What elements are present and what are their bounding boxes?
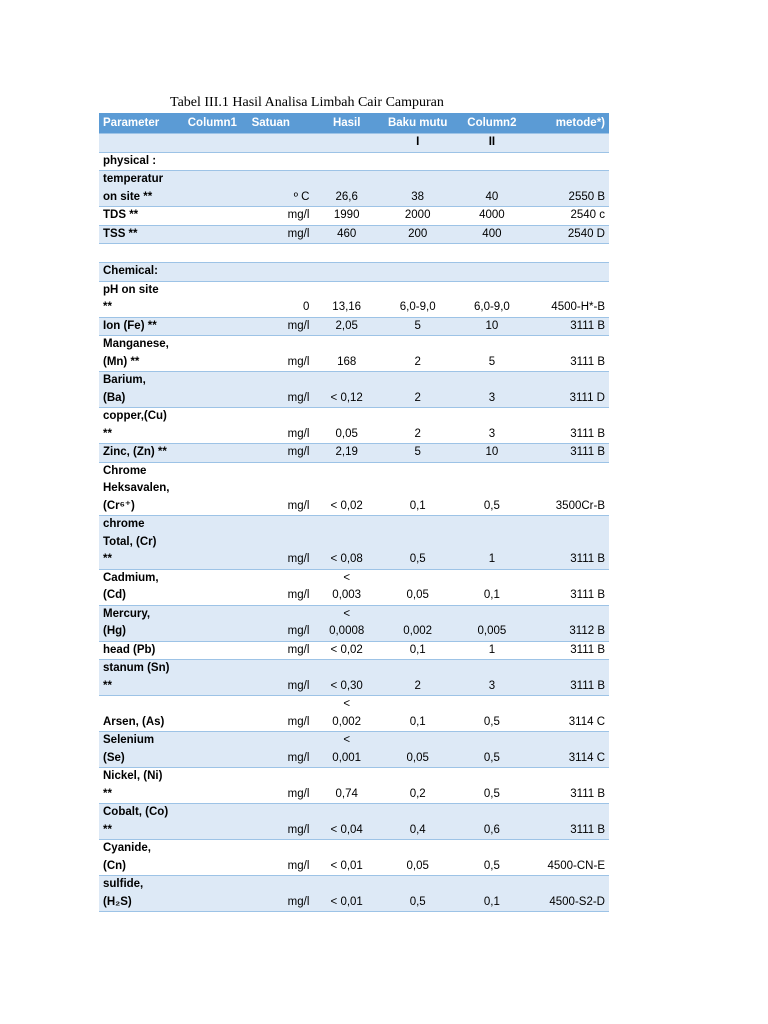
hasil-cell: 168: [313, 336, 380, 372]
column2-cell: 6,0-9,0: [455, 281, 528, 317]
column2-cell: 0,1: [455, 569, 528, 605]
satuan-cell: mg/l: [248, 516, 314, 570]
satuan-cell: mg/l: [248, 732, 314, 768]
subheader-cell: [99, 134, 184, 153]
subheader-cell: [184, 134, 248, 153]
satuan-cell: mg/l: [248, 372, 314, 408]
metode-cell: 3111 B: [528, 768, 609, 804]
hasil-cell: 0,74: [313, 768, 380, 804]
metode-cell: 3111 B: [528, 444, 609, 463]
header-baku-mutu: Baku mutu: [380, 113, 455, 134]
hasil-cell: 26,6: [313, 171, 380, 207]
parameter-cell: pH on site **: [99, 281, 184, 317]
satuan-cell: mg/l: [248, 462, 314, 516]
column2-cell: 3: [455, 660, 528, 696]
metode-cell: 2540 c: [528, 207, 609, 226]
column2-cell: 0,5: [455, 462, 528, 516]
column2-cell: [455, 244, 528, 263]
baku-mutu-cell: 5: [380, 444, 455, 463]
metode-cell: 3111 D: [528, 372, 609, 408]
satuan-cell: [248, 244, 314, 263]
metode-cell: 3111 B: [528, 569, 609, 605]
metode-cell: 3114 C: [528, 696, 609, 732]
metode-cell: 3111 B: [528, 641, 609, 660]
satuan-cell: mg/l: [248, 641, 314, 660]
column2-cell: 5: [455, 336, 528, 372]
parameter-cell: TDS **: [99, 207, 184, 226]
parameter-cell: TSS **: [99, 225, 184, 244]
table-row: [99, 408, 609, 444]
parameter-cell: Chrome Heksavalen, (Cr⁶⁺): [99, 462, 184, 516]
table-row: [99, 171, 609, 207]
hasil-cell: < 0,30: [313, 660, 380, 696]
satuan-cell: mg/l: [248, 876, 314, 912]
satuan-cell: [248, 263, 314, 282]
column1-cell: [184, 225, 248, 244]
parameter-cell: Cadmium, (Cd): [99, 569, 184, 605]
satuan-cell: [248, 152, 314, 171]
baku-mutu-cell: 2: [380, 372, 455, 408]
parameter-cell: Ion (Fe) **: [99, 317, 184, 336]
column2-cell: [455, 152, 528, 171]
baku-mutu-cell: 0,1: [380, 641, 455, 660]
table-row: [99, 732, 609, 768]
column2-cell: 10: [455, 317, 528, 336]
baku-mutu-cell: 0,4: [380, 804, 455, 840]
parameter-cell: chrome Total, (Cr) **: [99, 516, 184, 570]
satuan-cell: 0: [248, 281, 314, 317]
baku-mutu-cell: 0,5: [380, 516, 455, 570]
table-row: [99, 225, 609, 244]
satuan-cell: mg/l: [248, 605, 314, 641]
hasil-cell: < 0,04: [313, 804, 380, 840]
hasil-cell: 0,05: [313, 408, 380, 444]
satuan-cell: mg/l: [248, 336, 314, 372]
parameter-cell: Cobalt, (Co) **: [99, 804, 184, 840]
hasil-cell: < 0,001: [313, 732, 380, 768]
metode-cell: 3111 B: [528, 336, 609, 372]
column2-cell: 0,1: [455, 876, 528, 912]
parameter-cell: copper,(Cu) **: [99, 408, 184, 444]
parameter-cell: head (Pb): [99, 641, 184, 660]
hasil-cell: < 0,0008: [313, 605, 380, 641]
satuan-cell: mg/l: [248, 569, 314, 605]
hasil-cell: < 0,01: [313, 876, 380, 912]
baku-mutu-cell: [380, 244, 455, 263]
table-row: [99, 281, 609, 317]
parameter-cell: Mercury, (Hg): [99, 605, 184, 641]
table-row: [99, 516, 609, 570]
table-row: [99, 696, 609, 732]
satuan-cell: mg/l: [248, 225, 314, 244]
hasil-cell: 1990: [313, 207, 380, 226]
table-body: [99, 134, 609, 912]
baku-mutu-cell: 2000: [380, 207, 455, 226]
hasil-cell: [313, 263, 380, 282]
analysis-table: [99, 113, 609, 912]
table-row: [99, 263, 609, 282]
baku-mutu-cell: 2: [380, 660, 455, 696]
parameter-cell: sulfide, (H₂S): [99, 876, 184, 912]
metode-cell: 4500-S2-D: [528, 876, 609, 912]
column2-cell: 10: [455, 444, 528, 463]
table-row: [99, 605, 609, 641]
parameter-cell: Arsen, (As): [99, 696, 184, 732]
parameter-cell: Manganese, (Mn) **: [99, 336, 184, 372]
metode-cell: 2550 B: [528, 171, 609, 207]
parameter-cell: Nickel, (Ni) **: [99, 768, 184, 804]
satuan-cell: mg/l: [248, 317, 314, 336]
metode-cell: 3111 B: [528, 804, 609, 840]
baku-mutu-cell: [380, 152, 455, 171]
column2-cell: 0,5: [455, 732, 528, 768]
hasil-cell: [313, 152, 380, 171]
satuan-cell: mg/l: [248, 408, 314, 444]
baku-mutu-cell: 200: [380, 225, 455, 244]
column1-cell: [184, 569, 248, 605]
metode-cell: 3111 B: [528, 317, 609, 336]
hasil-cell: < 0,12: [313, 372, 380, 408]
hasil-cell: < 0,02: [313, 641, 380, 660]
column1-cell: [184, 207, 248, 226]
baku-mutu-cell: 0,5: [380, 876, 455, 912]
column1-cell: [184, 281, 248, 317]
table-row: [99, 462, 609, 516]
column1-cell: [184, 336, 248, 372]
baku-mutu-cell: 0,2: [380, 768, 455, 804]
metode-cell: 3114 C: [528, 732, 609, 768]
column1-cell: [184, 840, 248, 876]
baku-mutu-cell: 0,1: [380, 696, 455, 732]
baku-mutu-cell: 2: [380, 336, 455, 372]
column1-cell: [184, 171, 248, 207]
satuan-cell: mg/l: [248, 444, 314, 463]
baku-mutu-cell: 0,1: [380, 462, 455, 516]
column2-cell: 400: [455, 225, 528, 244]
table-row: [99, 569, 609, 605]
column2-cell: 3: [455, 408, 528, 444]
table-row: [99, 336, 609, 372]
satuan-cell: mg/l: [248, 696, 314, 732]
table-row: [99, 641, 609, 660]
column2-cell: 0,5: [455, 840, 528, 876]
hasil-cell: 2,05: [313, 317, 380, 336]
column1-cell: [184, 605, 248, 641]
baku-mutu-cell: 2: [380, 408, 455, 444]
parameter-cell: Barium, (Ba): [99, 372, 184, 408]
header-hasil: Hasil: [313, 113, 380, 134]
metode-cell: 4500-CN-E: [528, 840, 609, 876]
metode-cell: 4500-H*-B: [528, 281, 609, 317]
baku-mutu-cell: 0,05: [380, 569, 455, 605]
metode-cell: [528, 244, 609, 263]
metode-cell: 3500Cr-B: [528, 462, 609, 516]
hasil-cell: < 0,002: [313, 696, 380, 732]
header-satuan: Satuan: [248, 113, 314, 134]
header-parameter: Parameter: [99, 113, 184, 134]
parameter-cell: stanum (Sn) **: [99, 660, 184, 696]
baku-mutu-cell: 5: [380, 317, 455, 336]
column2-cell: 1: [455, 641, 528, 660]
subheader-cell: [528, 134, 609, 153]
metode-cell: 3111 B: [528, 660, 609, 696]
table-row: [99, 660, 609, 696]
parameter-cell: physical :: [99, 152, 184, 171]
column1-cell: [184, 641, 248, 660]
baku-mutu-cell: 0,002: [380, 605, 455, 641]
column1-cell: [184, 516, 248, 570]
header-column2: Column2: [455, 113, 528, 134]
hasil-cell: 2,19: [313, 444, 380, 463]
satuan-cell: º C: [248, 171, 314, 207]
baku-mutu-cell: [380, 263, 455, 282]
metode-cell: 3111 B: [528, 516, 609, 570]
table-row: [99, 444, 609, 463]
table-row: [99, 876, 609, 912]
column1-cell: [184, 317, 248, 336]
parameter-cell: Selenium (Se): [99, 732, 184, 768]
column1-cell: [184, 244, 248, 263]
column2-cell: 0,6: [455, 804, 528, 840]
header-column1: Column1: [184, 113, 248, 134]
table-row: [99, 804, 609, 840]
column1-cell: [184, 444, 248, 463]
metode-cell: 3112 B: [528, 605, 609, 641]
table-row: [99, 768, 609, 804]
table-subheader-row: [99, 134, 609, 153]
column1-cell: [184, 263, 248, 282]
column2-cell: 4000: [455, 207, 528, 226]
hasil-cell: < 0,02: [313, 462, 380, 516]
table-row: [99, 244, 609, 263]
column1-cell: [184, 408, 248, 444]
baku-mutu-cell: 38: [380, 171, 455, 207]
baku-mutu-cell: 6,0-9,0: [380, 281, 455, 317]
column1-cell: [184, 372, 248, 408]
header-metode: metode*): [528, 113, 609, 134]
satuan-cell: mg/l: [248, 804, 314, 840]
column2-cell: 0,5: [455, 696, 528, 732]
satuan-cell: mg/l: [248, 660, 314, 696]
column1-cell: [184, 152, 248, 171]
column2-cell: 1: [455, 516, 528, 570]
table-row: [99, 207, 609, 226]
parameter-cell: Chemical:: [99, 263, 184, 282]
metode-cell: 3111 B: [528, 408, 609, 444]
column2-cell: [455, 263, 528, 282]
metode-cell: 2540 D: [528, 225, 609, 244]
hasil-cell: 13,16: [313, 281, 380, 317]
satuan-cell: mg/l: [248, 768, 314, 804]
satuan-cell: mg/l: [248, 840, 314, 876]
subheader-baku-ii: II: [455, 134, 528, 153]
metode-cell: [528, 152, 609, 171]
hasil-cell: 460: [313, 225, 380, 244]
baku-mutu-cell: 0,05: [380, 732, 455, 768]
parameter-cell: Cyanide, (Cn): [99, 840, 184, 876]
table-caption: Tabel III.1 Hasil Analisa Limbah Cair Campuran: [170, 95, 444, 110]
parameter-cell: temperatur on site **: [99, 171, 184, 207]
table-row: [99, 372, 609, 408]
column1-cell: [184, 768, 248, 804]
hasil-cell: < 0,08: [313, 516, 380, 570]
column1-cell: [184, 462, 248, 516]
subheader-baku-i: I: [380, 134, 455, 153]
baku-mutu-cell: 0,05: [380, 840, 455, 876]
parameter-cell: [99, 244, 184, 263]
column1-cell: [184, 876, 248, 912]
table-row: [99, 840, 609, 876]
hasil-cell: [313, 244, 380, 263]
table-row: [99, 317, 609, 336]
column2-cell: 40: [455, 171, 528, 207]
column1-cell: [184, 660, 248, 696]
parameter-cell: Zinc, (Zn) **: [99, 444, 184, 463]
table-row: [99, 152, 609, 171]
column1-cell: [184, 732, 248, 768]
column2-cell: 0,005: [455, 605, 528, 641]
subheader-cell: [248, 134, 314, 153]
hasil-cell: < 0,003: [313, 569, 380, 605]
hasil-cell: < 0,01: [313, 840, 380, 876]
subheader-cell: [313, 134, 380, 153]
column2-cell: 3: [455, 372, 528, 408]
column1-cell: [184, 696, 248, 732]
column1-cell: [184, 804, 248, 840]
table-header-row: [99, 113, 609, 134]
satuan-cell: mg/l: [248, 207, 314, 226]
metode-cell: [528, 263, 609, 282]
column2-cell: 0,5: [455, 768, 528, 804]
